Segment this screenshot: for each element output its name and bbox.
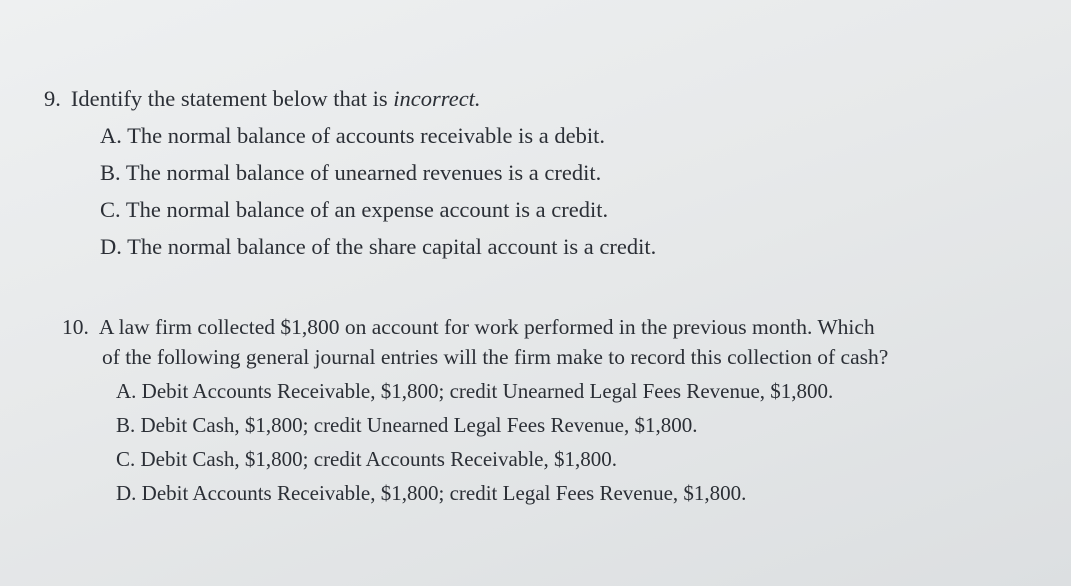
question-stem-line-2: of the following general journal entries will the firm make to record this collection of cash? <box>102 345 889 369</box>
answer-options <box>100 117 656 265</box>
answer-option-c: C. Debit Cash, $1,800; credit Accounts Receivable, $1,800. <box>116 447 617 471</box>
question-number: 10. <box>62 315 89 339</box>
answer-option-d: D. The normal balance of the share capital account is a credit. <box>100 234 657 259</box>
question-10 <box>62 312 888 510</box>
answer-options <box>116 374 888 510</box>
question-stem-text: A law firm collected $1,800 on account for work performed in the previous month. Which <box>98 315 875 339</box>
answer-option-b: B. The normal balance of unearned revenues is a credit. <box>100 160 602 185</box>
question-stem-line-1 <box>62 312 888 342</box>
answer-option-a: A. The normal balance of accounts receivable is a debit. <box>100 123 605 148</box>
question-stem <box>44 84 656 114</box>
answer-option-d: D. Debit Accounts Receivable, $1,800; credit Legal Fees Revenue, $1,800. <box>116 481 747 505</box>
answer-option-b: B. Debit Cash, $1,800; credit Unearned Legal Fees Revenue, $1,800. <box>116 413 698 437</box>
question-stem-emphasis: incorrect. <box>393 86 481 111</box>
answer-option-c: C. The normal balance of an expense account is a credit. <box>100 197 609 222</box>
question-number: 9. <box>44 86 61 111</box>
question-stem-text: Identify the statement below that is <box>70 86 394 111</box>
question-9 <box>44 84 656 265</box>
answer-option-a: A. Debit Accounts Receivable, $1,800; credit Unearned Legal Fees Revenue, $1,800. <box>116 379 834 403</box>
